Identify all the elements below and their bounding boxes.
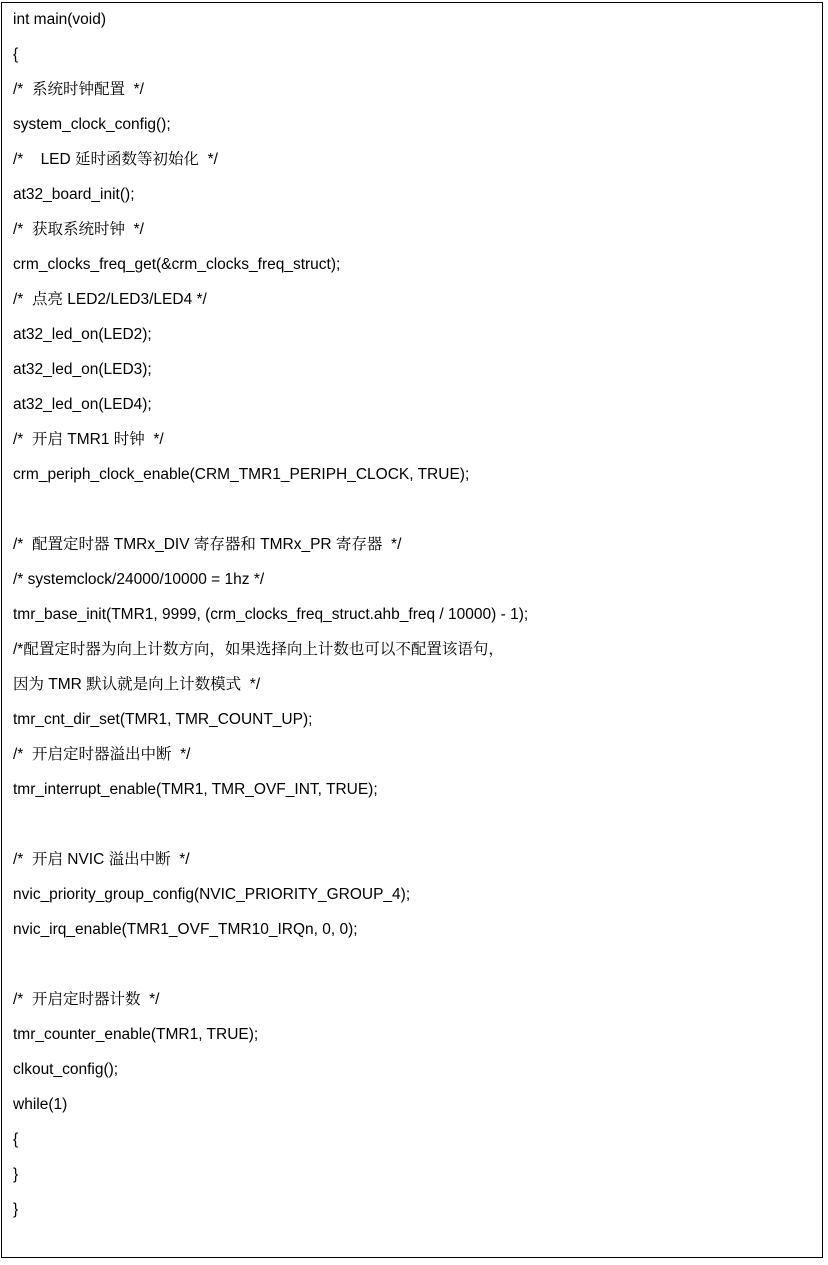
code-line-8: crm_clocks_freq_get(&crm_clocks_freq_struct); [13,256,341,273]
code-line-2: { [13,46,19,63]
code-listing-box [1,2,823,1258]
code-line-5: /* LED 延时函数等初始化 */ [13,151,218,168]
code-line-19: /*配置定时器为向上计数方向，如果选择向上计数也可以不配置该语句， [13,641,504,658]
code-line-10: at32_led_on(LED2); [13,326,152,343]
code-line-31: clkout_config(); [13,1061,119,1078]
code-line-11: at32_led_on(LED3); [13,361,152,378]
code-line-23: tmr_interrupt_enable(TMR1, TMR_OVF_INT, TRUE); [13,781,378,798]
code-line-29: /* 开启定时器计数 */ [13,991,160,1008]
code-line-9: /* 点亮 LED2/LED3/LED4 */ [13,291,207,308]
code-line-18: tmr_base_init(TMR1, 9999, (crm_clocks_freq_struct.ahb_freq / 10000) - 1); [13,606,529,623]
code-line-21: tmr_cnt_dir_set(TMR1, TMR_COUNT_UP); [13,711,313,728]
code-line-30: tmr_counter_enable(TMR1, TRUE); [13,1026,259,1043]
code-line-3: /* 系统时钟配置 */ [13,81,144,98]
code-line-20: 因为 TMR 默认就是向上计数模式 */ [13,676,261,693]
code-line-6: at32_board_init(); [13,186,135,203]
code-line-15 [13,500,528,535]
code-line-12: at32_led_on(LED4); [13,396,152,413]
code-line-14: crm_periph_clock_enable(CRM_TMR1_PERIPH_CLOCK, TRUE); [13,466,470,483]
code-line-25: /* 开启 NVIC 溢出中断 */ [13,851,190,868]
code-line-22: /* 开启定时器溢出中断 */ [13,746,191,763]
code-line-26: nvic_priority_group_config(NVIC_PRIORITY_GROUP_4); [13,886,411,903]
code-line-34: } [13,1166,19,1183]
code-line-17: /* systemclock/24000/10000 = 1hz */ [13,571,265,588]
code-line-16: /* 配置定时器 TMRx_DIV 寄存器和 TMRx_PR 寄存器 */ [13,536,402,553]
code-line-27: nvic_irq_enable(TMR1_OVF_TMR10_IRQn, 0, 0); [13,921,358,938]
code-lines [13,10,528,1235]
code-line-28 [13,955,528,990]
code-line-33: { [13,1131,19,1148]
code-line-4: system_clock_config(); [13,116,171,133]
code-line-13: /* 开启 TMR1 时钟 */ [13,431,164,448]
code-line-1: int main(void) [13,11,107,28]
code-line-35: } [13,1201,19,1218]
code-line-32: while(1) [13,1096,68,1113]
code-line-7: /* 获取系统时钟 */ [13,221,144,238]
code-line-24 [13,815,528,850]
